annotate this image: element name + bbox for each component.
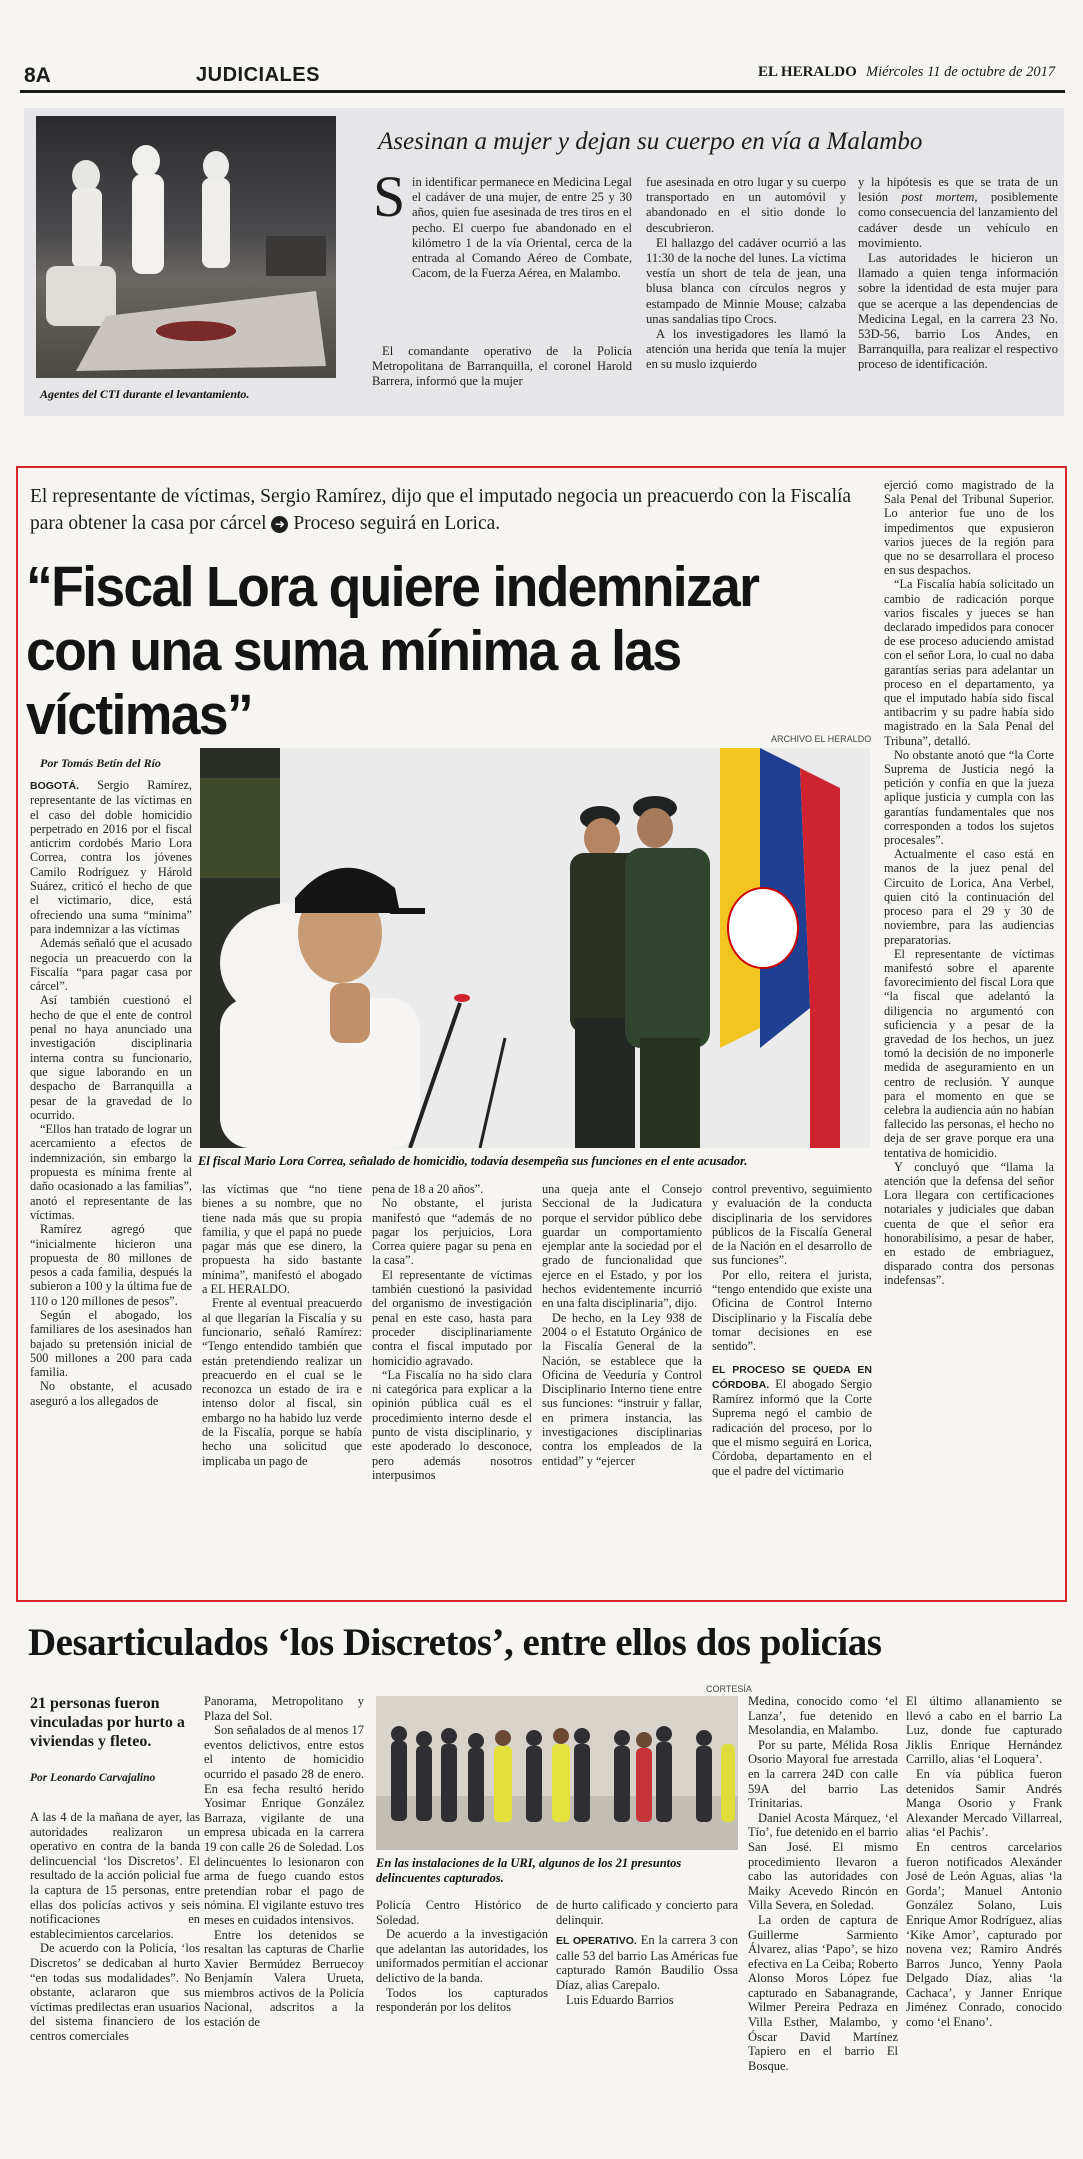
story3-col5 (748, 1694, 898, 2073)
story2-c3p3: El representante de víctimas también cuestionó la pasividad del organismo de investigación penal en este caso, hasta para proceder disciplinariamente contra el fiscal imputado por homicidio agravado. (372, 1267, 532, 1368)
story2-col3 (372, 1182, 532, 1482)
story2-c6p4: Actualmente el caso está en manos de la juez penal del Circuito de Lorica, Ana Verbel, quien citó la continuación del proceso para el 29 y 30 de noviembre, para las audiencias preparatorias. (884, 847, 1054, 947)
story2-c1p3: Así también cuestionó el hecho de que el ente de control penal no haya anunciado una investigación disciplinaria interna contra su funcionario, que sigue laborando en un despacho de Barranquilla a pesar de la gravedad de lo ocurrido. (30, 993, 192, 1122)
story1-col3a-em: post mortem (901, 190, 975, 205)
story3-col6 (906, 1694, 1062, 2030)
story2-col5 (712, 1182, 872, 1478)
story2-byline: Por Tomás Betín del Río (40, 756, 161, 770)
story3-subhead: EL OPERATIVO. (556, 1935, 637, 1948)
story2-kicker-link: Proceso seguirá en Lorica. (293, 513, 501, 534)
story2-c3p4: “La Fiscalía no ha sido clara ni categórica para explicar a la opinión pública cuál es el procedimiento interno desde el punto de vista disciplinario, y este apoderado lo desconoce, pero además nosotros interpusimos (372, 1367, 532, 1482)
story2-c3p2: No obstante, el jurista manifestó que “además de no pagar los perjuicios, Lora Correa quiere pagar su pena en la casa”. (372, 1196, 532, 1268)
story1-col3 (858, 175, 1058, 373)
story2-c1p5: Ramírez agregó que “inicialmente hicieron una propuesta de 80 millones de pesos a cada familia, después la subieron a 100 y la última fue de 110 o 120 millones de pesos”. (30, 1222, 192, 1308)
story3-c1p2: De acuerdo con la Policía, ‘los Discretos’ se dedicaban al hurto “en todas sus modalidades”. No obstante, aclararon que sus víctimas predilectas eran usuarios del sistema financiero de los centros comerciales (30, 1941, 200, 2043)
story1-photo (36, 116, 336, 378)
story2-c1p1 (30, 778, 192, 936)
story2-col6 (884, 478, 1054, 1288)
story3-c3p1: Policía Centro Histórico de Soledad. (376, 1898, 548, 1927)
story3-c5p1: Medina, conocido como ‘el Lanza’, fue detenido en Mesolandia, en Malambo. (748, 1694, 898, 1738)
story3-photo-credit: CORTESÍA (706, 1684, 752, 1694)
story1-col1-text: in identificar permanece en Medicina Legal el cadáver de una mujer, de entre 25 y 30 años, quien fue asesinada de tres tiros en el pecho. El cuerpo fue abandonado en el kilómetro 1 de la vía Oriental, cerca de la entrada al Comando Aéreo de Combate, Cacom, de la Fuerza Aérea, en Malambo. (412, 175, 632, 281)
story3-c2p2: Son señalados de al menos 17 eventos delictivos, entre estos el intento de homicidio ocurrido el pasado 28 de enero. En esa fecha resultó herido Yosimar Enrique González Barraza, vigilante de una empresa ubicada en la carrera 19 con calle 26 de Soledad. Los delincuentes lo lesionaron con arma de fuego cuando estos pretendían robar el pago de nómina. El vigilante estuvo tres meses en cuidados intensivos. (204, 1723, 364, 1927)
story2-photo-credit: ARCHIVO EL HERALDO (771, 734, 872, 744)
story2-c4p2: De hecho, en la Ley 938 de 2004 o el Estatuto Orgánico de la Fiscalía General de la Nación, se establece que la Oficina de Veeduría y Control Disciplinario Interno tiene entre sus funciones: “instruir y fallar, en primera instancia, las investigaciones disciplinarias contra los empleados de la entidad” y “ejercer (542, 1310, 702, 1468)
story2-headline: “Fiscal Lora quiere indemnizar con una suma mínima a las víctimas” (26, 555, 759, 747)
story2-col2 (202, 1182, 362, 1468)
story3-byline: Por Leonardo Carvajalino (30, 1772, 156, 1784)
story3-c6p1: El último allanamiento se llevó a cabo en el barrio La Luz, donde fue capturado Jiklis Enrique Hernández Carrillo, alias ‘el Loquera’. (906, 1694, 1062, 1767)
story2-c2p1: las víctimas que “no tiene bienes a su nombre, que no tiene nada más que su propia familia, y que el papá no puede pagar más que ese dinero, la propuesta ha sido bastante mínima”, manifestó el abogado a EL HERALDO. (202, 1182, 362, 1297)
story2-subhead: EL PROCESO SE QUEDA EN CÓRDOBA. (712, 1363, 872, 1391)
story2-c1p7: No obstante, el acusado aseguró a los allegados de (30, 1379, 192, 1408)
story1-title: Asesinan a mujer y dejan su cuerpo en vía a Malambo (378, 128, 923, 155)
story3-photo (376, 1696, 738, 1850)
section-title: JUDICIALES (196, 64, 320, 86)
story3-c4p3: Luis Eduardo Barrios (566, 1992, 674, 2007)
story3-c2p3: Entre los detenidos se resaltan las capturas de Charlie Xavier Bermúdez Berruecoy Benjamín Valera Urueta, miembros activos de la Policía Nacional, adscritos a la estación de (204, 1927, 364, 2030)
story1-col3b: Las autoridades le hicieron un llamado a quien tenga información sobre la identidad de esta mujer para que se acerque a las dependencias de Medicina Legal, en la carrera 23 No. 53D-56, barrio Los Andes, en Barranquilla, para realizar el respectivo proceso de identificación. (858, 251, 1058, 372)
story2-col4 (542, 1182, 702, 1468)
story2-c5p2: Por ello, reitera el jurista, “tengo entendido que existe una Oficina de Control Interno Disciplinario y la Fiscalía debe tomar decisiones en ese sentido”. (712, 1267, 872, 1354)
arrow-circle-icon: ➜ (271, 516, 288, 533)
story3-c5p3: Daniel Acosta Márquez, ‘el Tío’, fue detenido en el barrio San José. El mismo procedimiento llevaron a cabo las autoridades con Maiky Acevedo Rincón en Villa Severa, en Soledad. (748, 1810, 898, 1913)
story1-col1 (412, 175, 632, 281)
story2-dateline: BOGOTÁ. (30, 780, 79, 792)
story2-c5p1: control preventivo, seguimiento y evaluación de la conducta disciplinaria de los servidores públicos de la Fiscalía General de la Nación en el desarrollo de sus funciones”. (712, 1182, 872, 1268)
story3-c6p2: En vía pública fueron detenidos Samir Andrés Manga Osorio y Frank Alexander Mercado Villarreal, alias ‘el Pachis’. (906, 1766, 1062, 1840)
story2-c6p2: “La Fiscalía había solicitado un cambio de radicación porque varios fiscales y jueces se han declarado impedidos para conocer de ese proceso aduciendo amistad con el señor Lora, lo cual no daba garantías serias para adelantar un proceso en el departamento, ya que el imputado había sido fiscal antibacrim y su padre había sido magistrado en la Sala Penal del Tribuna”, detalló. (884, 577, 1054, 748)
story3-c5p2: Por su parte, Mélida Rosa Osorio Mayoral fue arrestada en la carrera 24D con calle 59A del barrio Las Trinitarias. (748, 1737, 898, 1811)
story2-c1p4: “Ellos han tratado de lograr un acercamiento a efectos de indemnización, sin embargo la propuesta es mínima frente al daño ocasionado a las familias”, anotó el representante de las víctimas. (30, 1122, 192, 1222)
story2-c6p3: No obstante anotó que “la Corte Suprema de Justicia negó la petición y confía en que la jueza aplique justicia y cumpla con las garantías fundamentales que nos corresponden a todos los sujetos procesales”. (884, 747, 1054, 848)
story2-col1 (30, 778, 192, 1408)
story3-c2p1: Panorama, Metropolitano y Plaza del Sol. (204, 1694, 364, 1723)
story3-c1p1: A las 4 de la mañana de ayer, las autoridades realizaron un operativo en contra de la banda delincuencial ‘los Discretos’. El resultado de la acción policial fue la captura de 15 personas, entre ellas dos policías activos y seis notificaciones en establecimientos carcelarios. (30, 1810, 200, 1941)
story2-c1p2: Además señaló que el acusado negocia un preacuerdo con la Fiscalía “para pagar casa por cárcel”. (30, 936, 192, 994)
story3-col4 (556, 1898, 738, 2007)
story3-summary: 21 personas fueron vinculadas por hurto a viviendas y fleteo. (30, 1695, 185, 1750)
issue-date: Miércoles 11 de octubre de 2017 (866, 64, 1056, 80)
story1-col2c: A los investigadores les llamó la atención una herida que tenía la mujer en su muslo izquierdo (646, 327, 846, 372)
story1-col1b (372, 344, 632, 390)
story3-headline: Desarticulados ‘los Discretos’, entre ellos dos policías (28, 1621, 882, 1664)
story2-c1p1-text: Sergio Ramírez, representante de las víctimas en el caso del doble homicidio perpetrado en 2016 por el fiscal anticrim cordobés Mario Lora Correa, contra los jóvenes Camilo Rodríguez y Hárold Suárez, criticó el hecho de que el victimario, dice, está ofreciendo una suma “mínima” para indemnizar a las víctimas (30, 778, 192, 936)
story3-c3p2: De acuerdo a la investigación que adelantan las autoridades, los uniformados permitían el accionar delictivo de la banda. (376, 1927, 548, 1985)
story2-c5p3-text: El abogado Sergio Ramírez informó que la Corte Suprema negó el cambio de radicación del proceso, por lo que el mismo seguirá en Lorica, Córdoba, departamento en el que el padre del victimario (712, 1376, 872, 1478)
story1-col2b: El hallazgo del cadáver ocurrió a las 11:30 de la noche del lunes. La víctima vestía un short de tela de jean, una blusa blanca con círculos negros y estampado de Minnie Mouse; calzaba unas sandalias tipo Crocs. (646, 235, 846, 326)
story3-c4p2-text: En la carrera 3 con calle 53 del barrio Las Américas fue capturado Ramón Baudilio Ossa Díaz, alias Carepalo. (556, 1933, 739, 1992)
story2-kicker (30, 483, 870, 537)
story1-col3a-post: , posiblemente como consecuencia del lanzamiento del cadáver desde un vehículo en movimiento. (858, 190, 1059, 250)
story3-col2 (204, 1694, 364, 2030)
story2-c3p1: pena de 18 a 20 años”. (372, 1182, 484, 1196)
newspaper-name: EL HERALDO (758, 64, 857, 80)
story1-drop-cap: S (373, 164, 406, 229)
story3-caption: En las instalaciones de la URI, algunos de los 21 presuntos delincuentes capturados. (376, 1856, 682, 1885)
story1-col2 (646, 175, 846, 373)
story2-c4p1: una queja ante el Consejo Seccional de la Judicatura porque el servidor público debe guardar un comportamiento ejemplar ante la sociedad por el grado de funcionalidad que ejerce en el Estado, y por los hechos evidentemente incurrió en una falta disciplinaria”, dijo. (542, 1182, 702, 1311)
story1-col3a-pre: y la hipótesis es que se trata de un lesión (858, 175, 1058, 205)
story3-c6p3: En centros carcelarios fueron notificados Alexánder José de León Aguas, alias ‘la Gorda’; Manuel Antonio González Solano, Luis Enrique Amor Rodríguez, alias ‘Kike Amor’, capturado por novena vez; Ramiro Andrés Barros Junco, Yenny Paola Delgado Díaz, alias ‘la Cachaca’, y Janner Enrique Jiménez Conrado, conocido como ‘el Enano’. (906, 1839, 1062, 2030)
story1-col2a: fue asesinada en otro lugar y su cuerpo transportado en un automóvil y abandonado en el sitio donde lo descubrieron. (646, 175, 846, 235)
story3-c4p2 (556, 1933, 738, 1992)
story3-c4p1: de hurto calificado y concierto para delinquir. (556, 1898, 738, 1927)
story1-col3a (858, 175, 1058, 251)
story2-c1p6: Según el abogado, los familiares de los asesinados han bajado su pretensión inicial de 500 millones a 200 para cada familia. (30, 1307, 192, 1380)
header-rule (20, 90, 1065, 93)
story2-kicker-text: El representante de víctimas, Sergio Ramírez, dijo que el imputado negocia un preacuerdo con la Fiscalía para obtener la casa por cárcel (30, 486, 852, 534)
story3-col1 (30, 1810, 200, 2044)
story2-c6p5: El representante de víctimas manifestó sobre el aparente favorecimiento del fiscal Lora que “la fiscal que adelantó la diligencia no argumentó con suficiencia y a pesar de la gravedad de los hechos, un juez tomó la decisión de no imponerle medida de aseguramiento en un centro de reclusión. Y aunque para el momento en que se celebra la audiencia aún no habían fallecido las personas, el hecho no deja de ser grave porque era una tentativa de homicidio. (884, 946, 1054, 1160)
story2-c6p6: Y concluyó que “llama la atención que la defensa del señor Lora llegara con certificaciones notariales y judiciales que daban cuenta de que el señor era honorabilísimo, a pesar de haber, en estado de embriaguez, disparado contra dos personas indefensas”. (884, 1159, 1054, 1288)
story2-photo (200, 748, 870, 1148)
story2-c2p2: Frente al eventual preacuerdo al que llegarían la Fiscalía y su funcionario, señaló Ramírez: “Tengo entendido también que están pretendiendo realizar un preacuerdo en el cual se le reconozca un estado de ira e intenso dolor al fiscal, sin embargo no ha habido luz verde de la Fiscalía, porque se había hecho una solicitud que implicaba un pago de (202, 1296, 362, 1468)
story3-c3p3: Todos los capturados responderán por los delitos (376, 1985, 548, 2015)
story1-caption: Agentes del CTI durante el levantamiento. (40, 387, 250, 401)
page-number: 8A (24, 64, 51, 87)
story2-c6p1: ejerció como magistrado de la Sala Penal del Tribunal Superior. Lo anterior fue uno de los impedimentos que expusieron varios jueces de la región para que no se desarrollara el proceso en sus despachos. (884, 478, 1054, 578)
story3-col3 (376, 1898, 548, 2015)
story1-col1b-text: El comandante operativo de la Policía Metropolitana de Barranquilla, el coronel Harold Barrera, informó que la mujer (372, 344, 632, 389)
story2-c5p3 (712, 1362, 872, 1478)
story2-caption: El fiscal Mario Lora Correa, señalado de homicidio, todavía desempeña sus funciones en el ente acusador. (198, 1154, 748, 1168)
story3-c5p4: La orden de captura de Guillerme Sarmiento Álvarez, alias ‘Papo’, se hizo efectiva en La Ceiba; Roberto Alonso Moros López fue capturado en Sabanagrande, Wilmer Pereira Pedraza en Villa Esther, Malambo, y Óscar David Martínez Tapiero en el barrio El Bosque. (748, 1912, 898, 2073)
